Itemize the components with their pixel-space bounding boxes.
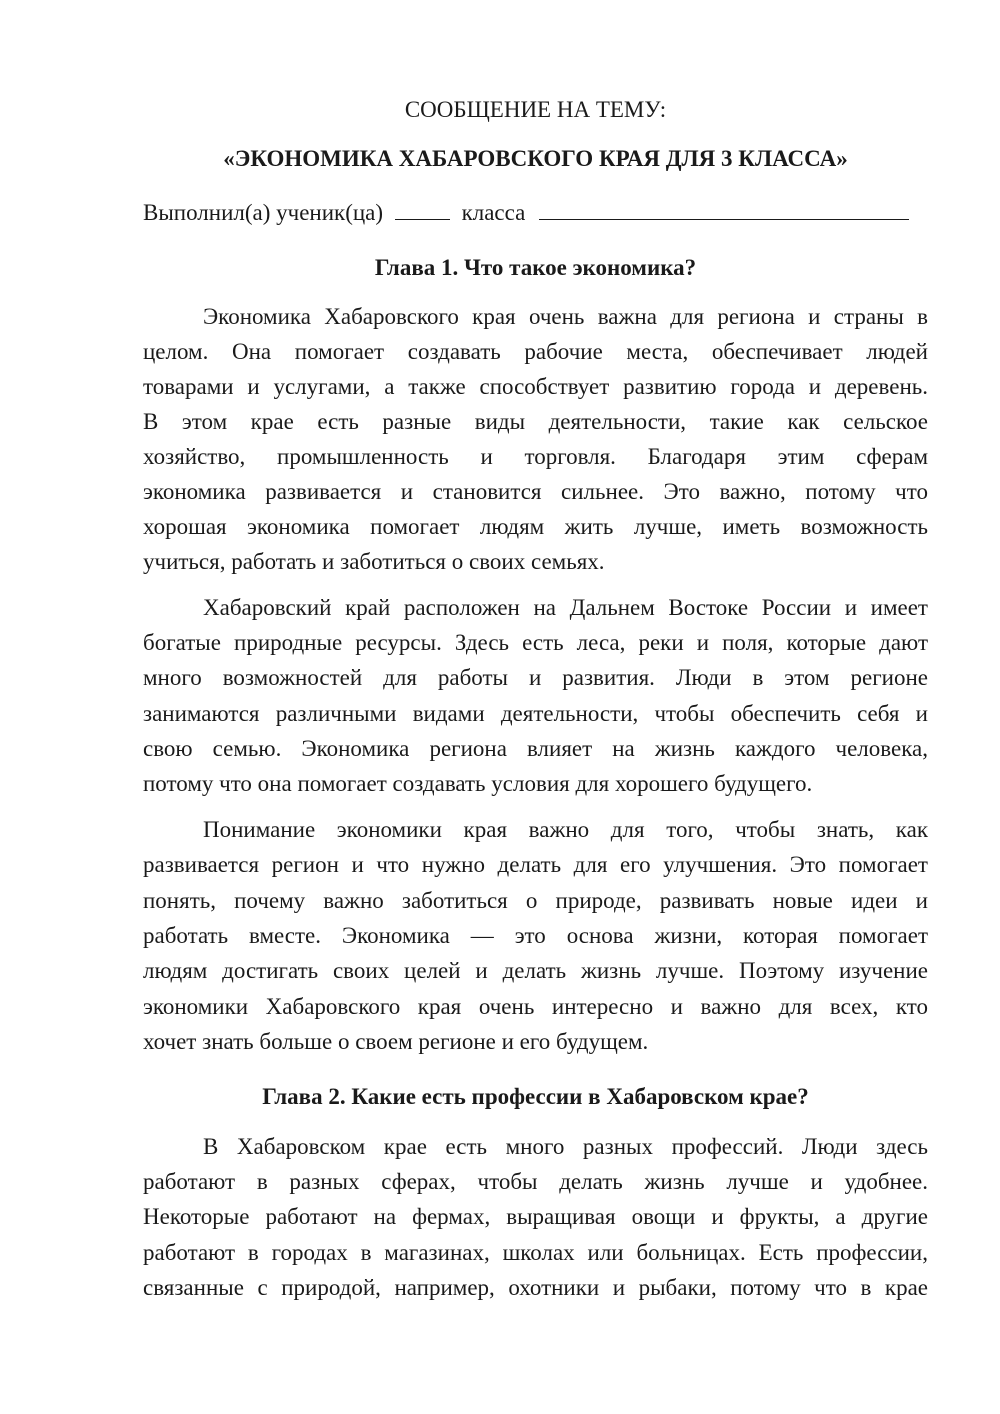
paragraph-line: свою семью. Экономика региона влияет на жизнь каждого человека, <box>143 736 928 761</box>
paragraph-line: связанные с природой, например, охотники и рыбаки, потому что в крае <box>143 1275 928 1300</box>
paragraph-line: В этом крае есть разные виды деятельности, такие как сельское <box>143 409 928 434</box>
paragraph-line: экономики Хабаровского края очень интересно и важно для всех, кто <box>143 994 928 1019</box>
paragraph-line: Понимание экономики края важно для того, чтобы знать, как <box>203 817 928 842</box>
paragraph-line: потому что она помогает создавать условия для хорошего будущего. <box>143 771 813 796</box>
paragraph-line: работают в городах в магазинах, школах или больницах. Есть профессии, <box>143 1240 928 1265</box>
paragraph-line: хочет знать больше о своем регионе и его будущем. <box>143 1029 649 1054</box>
class-name-blank <box>539 197 909 220</box>
paragraph-line: работают в разных сферах, чтобы делать жизнь лучше и удобнее. <box>143 1169 928 1194</box>
paragraph-line: Некоторые работают на фермах, выращивая овощи и фрукты, а другие <box>143 1204 928 1229</box>
paragraph-line: развивается регион и что нужно делать для его улучшения. Это помогает <box>143 852 928 877</box>
paragraph-line: хозяйство, промышленность и торговля. Благодаря этим сферам <box>143 444 928 469</box>
paragraph-line: экономика развивается и становится сильнее. Это важно, потому что <box>143 479 928 504</box>
topic-title: «ЭКОНОМИКА ХАБАРОВСКОГО КРАЯ ДЛЯ 3 КЛАССА» <box>223 146 848 171</box>
paragraph-line: Экономика Хабаровского края очень важна для региона и страны в <box>203 304 928 329</box>
paragraph-line: В Хабаровском крае есть много разных профессий. Люди здесь <box>203 1134 928 1159</box>
performed-by-label: Выполнил(а) ученик(ца) <box>143 200 384 225</box>
paragraph-line: людям достигать своих целей и делать жизнь лучше. Поэтому изучение <box>143 958 928 983</box>
paragraph-line: занимаются различными видами деятельности, чтобы обеспечить себя и <box>143 701 928 726</box>
paragraph-line: понять, почему важно заботиться о природе, развивать новые идеи и <box>143 888 928 913</box>
subject-line: СООБЩЕНИЕ НА ТЕМУ: <box>404 97 667 122</box>
paragraph-line: работать вместе. Экономика — это основа жизни, которая помогает <box>143 923 928 948</box>
paragraph-line: Хабаровский край расположен на Дальнем Востоке России и имеет <box>203 595 928 620</box>
chapter-2-title: Глава 2. Какие есть профессии в Хабаровском крае? <box>262 1084 809 1109</box>
grade-blank <box>395 197 450 220</box>
student-line <box>143 196 933 230</box>
paragraph-line: целом. Она помогает создавать рабочие места, обеспечивает людей <box>143 339 928 364</box>
paragraph-line: товарами и услугами, а также способствует развитию города и деревень. <box>143 374 928 399</box>
class-label: класса <box>461 200 526 225</box>
paragraph-line: богатые природные ресурсы. Здесь есть леса, реки и поля, которые дают <box>143 630 928 655</box>
paragraph-line: много возможностей для работы и развития. Люди в этом регионе <box>143 665 928 690</box>
chapter-1-title: Глава 1. Что такое экономика? <box>374 255 697 280</box>
paragraph-line: хорошая экономика помогает людям жить лучше, иметь возможность <box>143 514 928 539</box>
paragraph-line: учиться, работать и заботиться о своих семьях. <box>143 549 605 574</box>
